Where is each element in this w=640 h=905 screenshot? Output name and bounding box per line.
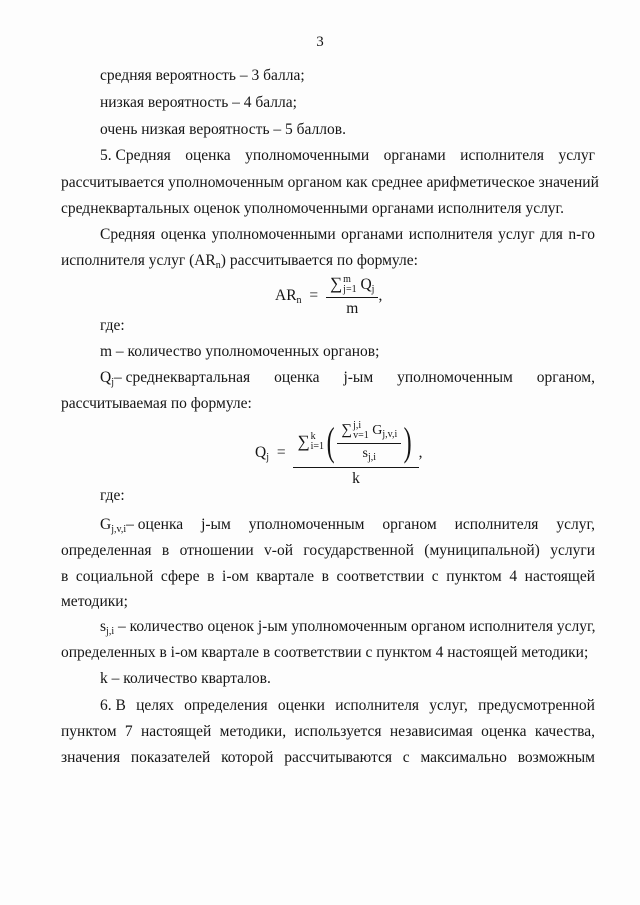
s-definition-line-2: определенных в i-ом квартале в соответствии с пунктом 4 настоящей методики;: [61, 644, 589, 661]
formula-qj-inner-numerator: [337, 421, 401, 444]
s-definition-text: – количество оценок j-ым уполномоченным органом исполнителя услуг,: [114, 618, 596, 635]
formula-qj-inner-upper: j,i: [353, 420, 362, 431]
paragraph-5-word: уполномоченными: [245, 147, 370, 164]
formula-qj: [255, 418, 422, 488]
paragraph-6-word: рассчитываются: [284, 749, 392, 766]
paragraph-6-word: возможным: [517, 749, 595, 766]
formula-ar-lhs-sub: n: [296, 294, 302, 306]
formula-qj-inner-denominator: [363, 444, 377, 462]
formula-ar-numerator: [326, 274, 378, 298]
paragraph-6-word: значения: [61, 749, 121, 766]
qj-definition-line-1: [100, 368, 595, 388]
list-item-medium-probability: средняя вероятность – 3 балла;: [100, 67, 305, 84]
formula-qj-left-paren: (: [326, 419, 335, 464]
paragraph-6-word: которой: [221, 749, 274, 766]
paragraph-6-word: оценка: [481, 723, 527, 740]
qj-definition-word: j-ым: [343, 369, 374, 386]
paragraph-6-word: услуг,: [429, 697, 468, 714]
m-definition: m – количество уполномоченных органов;: [100, 343, 380, 360]
g-definition-line-4: методики;: [61, 593, 128, 610]
g-definition-word: – оценка: [126, 516, 184, 533]
paragraph-6-word: целях: [136, 697, 174, 714]
qj-symbol: $Q_j$: [100, 369, 114, 388]
formula-ar-lower: j=1: [343, 284, 357, 296]
formula-qj-inner-term-sub: j,v,i: [382, 429, 398, 441]
paragraph-6-word: максимально: [420, 749, 507, 766]
paragraph-6-word: независимая: [389, 723, 473, 740]
formula-ar-fraction: [326, 274, 378, 318]
formula-qj-fraction: [293, 418, 418, 488]
formula-qj-comma: ,: [418, 444, 423, 461]
ar-paragraph-line-2: [61, 251, 418, 271]
paragraph-6-line-2-wrap: [61, 722, 595, 742]
paragraph-5-word: оценка: [185, 147, 231, 164]
formula-qj-right-paren: ): [403, 419, 412, 464]
g-definition-line-3: в социальной сфере в i-ом квартале в соответствии с пунктом 4 настоящей: [61, 568, 595, 585]
g-symbol: $G_{j,v,i}$: [100, 516, 127, 535]
g-definition: [100, 515, 595, 535]
formula-ar-denominator: m: [346, 300, 359, 318]
qj-definition-word: оценка: [274, 369, 320, 386]
g-definition-word: уполномоченным: [248, 516, 365, 533]
formula-qj-inner-limits: [353, 421, 369, 441]
paragraph-6-word: предусмотренной: [478, 697, 595, 714]
formula-ar-sum: ∑: [330, 274, 343, 293]
qj-definition-word: уполномоченным: [397, 369, 513, 386]
paragraph-6-word: используется: [294, 723, 382, 740]
formula-qj-outer-sum: ∑: [297, 431, 310, 451]
paragraph-5-word: услуг: [558, 147, 595, 164]
qj-definition-word: – среднеквартальная: [113, 369, 251, 386]
formula-qj-denominator: k: [352, 470, 360, 487]
ar-text-sub: n: [215, 260, 221, 271]
paragraph-6-line-1: [100, 696, 595, 716]
g-definition-word: органом: [382, 516, 437, 533]
page-number: 3: [316, 34, 324, 50]
g-definition-line-2: определенная в отношении v-ой государственной (муниципальной) услуги: [61, 542, 595, 559]
paragraph-6-word: пунктом: [61, 723, 117, 740]
qj-symbol-sub: j: [111, 377, 114, 388]
paragraph-6-word: 6. В: [100, 697, 126, 714]
qj-definition-line-2: рассчитываемая по формуле:: [61, 395, 252, 412]
g-definition-word: исполнителя: [454, 516, 539, 533]
g-definition-word: j-ым: [201, 516, 231, 533]
paragraph-6-word: показателей: [130, 749, 211, 766]
formula-ar-comma: ,: [378, 286, 383, 304]
paragraph-5-word: 5. Средняя: [100, 147, 171, 164]
k-definition: k – количество кварталов.: [100, 670, 271, 687]
g-definition-line-1: [100, 515, 595, 535]
formula-ar-upper: m: [343, 274, 351, 286]
paragraph-5-word: органами: [383, 147, 446, 164]
formula-ar-eq: =: [309, 286, 319, 304]
paragraph-6-line-1-wrap: [100, 696, 595, 716]
s-definition-line-1: [100, 617, 595, 637]
formula-qj-outer-lower: i=1: [310, 440, 325, 452]
paragraph-6-word: исполнителя: [335, 697, 420, 714]
g-definition-word: услуг,: [556, 516, 595, 533]
paragraph-6-word: определения: [184, 697, 268, 714]
formula-ar-limits: [343, 275, 356, 295]
formula-ar-lhs: AR: [275, 286, 297, 304]
ar-text-b: ) рассчитывается по формуле:: [220, 252, 418, 269]
paragraph-6-line-3-wrap: [61, 748, 595, 768]
paragraph-5-line-2: рассчитывается уполномоченным органом как среднее арифметическое значений: [61, 174, 599, 191]
formula-qj-inner-lower: v=1: [353, 430, 369, 441]
formula-qj-outer-limits: [311, 432, 324, 452]
formula-ar-term: Q: [360, 276, 372, 293]
paragraph-5-word: исполнителя: [460, 147, 545, 164]
s-symbol: s: [100, 618, 107, 635]
paragraph-6-word: с: [402, 749, 410, 766]
qj-definition: [100, 368, 595, 388]
paragraph-5-line-1: [100, 146, 595, 166]
paragraph-6-word: качества,: [534, 723, 595, 740]
formula-qj-inner-fraction: [337, 421, 401, 462]
where-label-2: где:: [100, 487, 125, 504]
paragraph-6-word: 7: [124, 723, 133, 740]
paragraph-5: [100, 146, 595, 166]
formula-qj-eq: =: [276, 444, 286, 461]
g-lead-group: [100, 515, 183, 535]
list-item-very-low-probability: очень низкая вероятность – 5 баллов.: [100, 121, 346, 138]
formula-qj-inner-term: G: [372, 423, 383, 439]
qj-lead-group: [100, 368, 250, 388]
formula-qj-lhs-wrap: [255, 444, 269, 462]
paragraph-6-line-2: [61, 722, 595, 742]
formula-qj-outer-upper: k: [310, 430, 316, 442]
paragraph-6-word: методики,: [219, 723, 287, 740]
formula-qj-inner-sum: ∑: [341, 422, 353, 439]
formula-qj-lhs-sub: j: [266, 452, 269, 463]
s-symbol-sub: j,i: [106, 626, 115, 637]
g-symbol-sub: j,v,i: [111, 524, 127, 535]
paragraph-6-word: оценки: [277, 697, 325, 714]
ar-paragraph-line-1: Средняя оценка уполномоченными органами исполнителя услуг для n-го: [100, 226, 595, 243]
formula-qj-numerator: [293, 418, 418, 468]
paragraph-6-line-3: [61, 748, 595, 768]
qj-definition-word: органом,: [536, 369, 595, 386]
where-label-1: где:: [100, 317, 125, 334]
formula-qj-inner-den: s: [362, 446, 368, 461]
formula-ar: [275, 274, 382, 318]
ar-text-a: исполнителя услуг (AR: [61, 252, 216, 269]
paragraph-6-word: настоящей: [140, 723, 212, 740]
formula-ar-term-sub: j: [371, 284, 375, 295]
formula-qj-lhs: Q: [255, 444, 267, 461]
list-item-low-probability: низкая вероятность – 4 балла;: [100, 94, 297, 111]
formula-qj-inner-den-sub: j,i: [368, 452, 377, 463]
paragraph-5-line-3: среднеквартальных оценок уполномоченными органами исполнителя услуг.: [61, 200, 565, 217]
